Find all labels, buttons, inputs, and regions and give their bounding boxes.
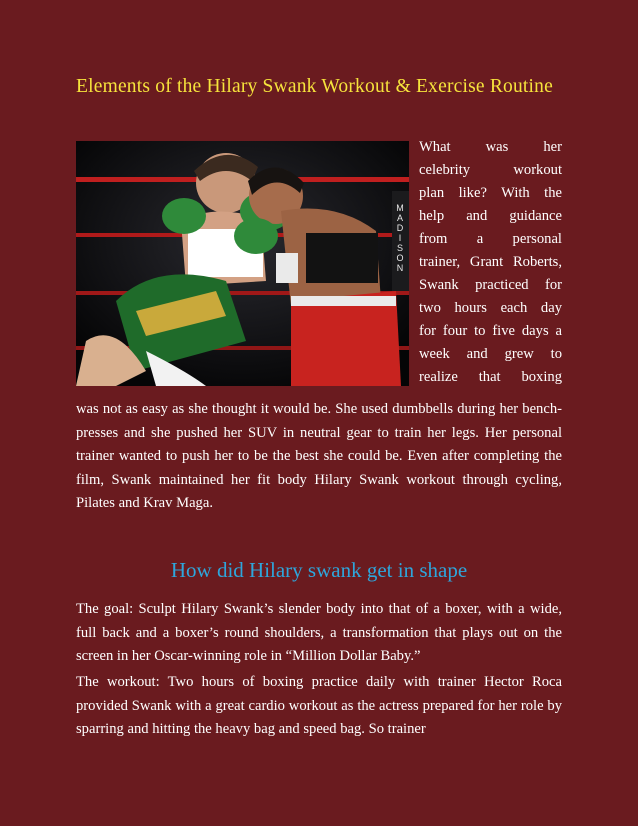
svg-text:O: O — [396, 253, 404, 263]
side-line: realize that boxing — [419, 369, 562, 385]
intro-continuation-paragraph: was not as easy as she thought it would be. She used dumbbells during her bench-presses and she pushed her SUV in neutral gear to train her legs. Her personal trainer wanted to push her to be the best she could be. Even after completing the film, Swank maintained her fit body Hilary Swank workout through cycling, Pilates and Krav Maga. — [76, 401, 562, 511]
side-line: from a personal — [419, 231, 562, 247]
svg-text:M: M — [396, 203, 404, 213]
side-line: Swank practiced for — [419, 277, 562, 293]
svg-text:I: I — [398, 233, 402, 243]
side-line: plan like? With the — [419, 185, 562, 201]
side-line: celebrity workout — [419, 162, 562, 178]
goal-paragraph: The goal: Sculpt Hilary Swank’s slender body into that of a boxer, with a wide, full back and a boxer’s round shoulders, a transformation that plays out on the screen in her Oscar-winning role in “Million Dollar Baby.” — [76, 601, 562, 664]
svg-text:A: A — [396, 213, 404, 223]
side-line: help and guidance — [419, 208, 562, 224]
boxing-photo — [76, 141, 409, 386]
svg-text:D: D — [396, 223, 404, 233]
side-line: two hours each day — [419, 300, 562, 316]
section-heading-elements: Elements of the Hilary Swank Workout & Exercise Routine — [76, 76, 553, 97]
side-line: What was her — [419, 139, 562, 155]
side-line: week and grew to — [419, 346, 562, 362]
side-line: trainer, Grant Roberts, — [419, 254, 562, 270]
intro-side-text — [419, 136, 562, 389]
workout-paragraph: The workout: Two hours of boxing practice daily with trainer Hector Roca provided Swank with a great cardio workout as the actress prepared for her role by sparring and hitting the heavy bag and speed bag. So trainer — [76, 674, 562, 737]
boxing-photo-illustration — [76, 141, 409, 386]
svg-text:S: S — [396, 243, 404, 253]
side-line: for four to five days a — [419, 323, 562, 339]
svg-text:N: N — [396, 263, 404, 273]
section-heading-shape: How did Hilary swank get in shape — [170, 558, 468, 582]
